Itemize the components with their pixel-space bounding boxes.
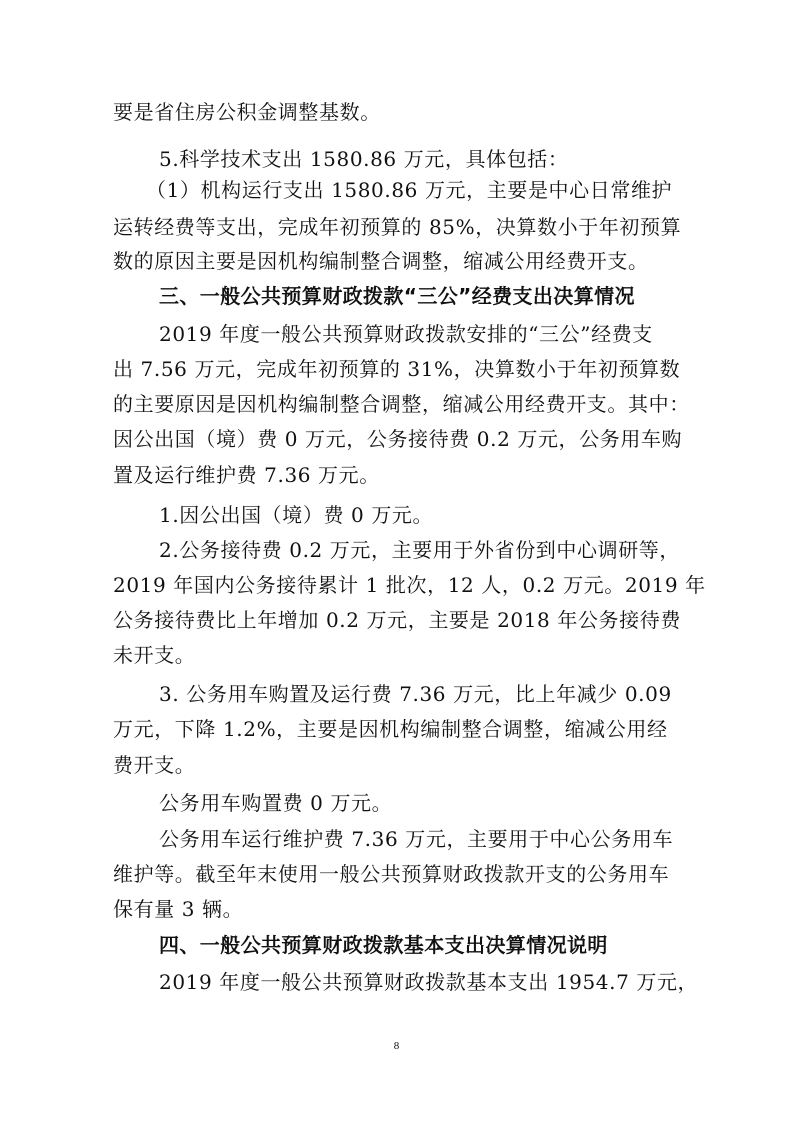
- paragraph-line: 置及运行维护费 7.36 万元。: [113, 463, 380, 487]
- paragraph-line: 出 7.56 万元，完成年初预算的 31%，决算数小于年初预算数: [113, 357, 681, 381]
- paragraph-line: 费开支。: [113, 753, 196, 777]
- paragraph-line: 维护等。截至年末使用一般公共预算财政拨款开支的公务用车: [113, 862, 670, 886]
- paragraph-line: 保有量 3 辆。: [113, 897, 244, 921]
- paragraph-line: 要是省住房公积金调整基数。: [113, 100, 381, 124]
- paragraph-line: 数的原因主要是因机构编制整合调整，缩减公用经费开支。: [113, 249, 649, 273]
- paragraph-line: 公务用车购置费 0 万元。: [159, 791, 393, 815]
- paragraph-line: 3. 公务用车购置及运行费 7.36 万元，比上年减少 0.09: [159, 682, 672, 706]
- paragraph-line: 公务用车运行维护费 7.36 万元，主要用于中心公务用车: [159, 827, 674, 851]
- paragraph-line: 因公出国（境）费 0 万元，公务接待费 0.2 万元，公务用车购: [113, 427, 683, 451]
- paragraph-line: 万元，下降 1.2%，主要是因机构编制整合调整，缩减公用经: [113, 717, 668, 741]
- paragraph-line: 的主要原因是因机构编制整合调整，缩减公用经费开支。其中：: [113, 392, 690, 416]
- section-heading: 四、一般公共预算财政拨款基本支出决算情况说明: [159, 933, 608, 957]
- paragraph-line: 运转经费等支出，完成年初预算的 85%，决算数小于年初预算: [113, 215, 682, 239]
- paragraph-line: 5.科学技术支出 1580.86 万元，具体包括：: [159, 147, 569, 171]
- paragraph-line: 1.因公出国（境）费 0 万元。: [159, 503, 434, 527]
- paragraph-line: 2019 年度一般公共预算财政拨款基本支出 1954.7 万元，: [159, 970, 699, 994]
- paragraph-line: 2.公务接待费 0.2 万元，主要用于外省份到中心调研等，: [159, 538, 681, 562]
- paragraph-line: 未开支。: [113, 643, 196, 667]
- paragraph-line: 公务接待费比上年增加 0.2 万元，主要是 2018 年公务接待费: [113, 608, 681, 632]
- section-heading: 三、一般公共预算财政拨款“三公”经费支出决算情况: [159, 284, 635, 308]
- page-number: 8: [393, 1040, 400, 1052]
- paragraph-line: 2019 年国内公务接待累计 1 批次，12 人，0.2 万元。2019 年: [113, 573, 706, 597]
- paragraph-line: 2019 年度一般公共预算财政拨款安排的“三公”经费支: [159, 322, 653, 346]
- paragraph-line: （1）机构运行支出 1580.86 万元，主要是中心日常维护: [146, 178, 673, 202]
